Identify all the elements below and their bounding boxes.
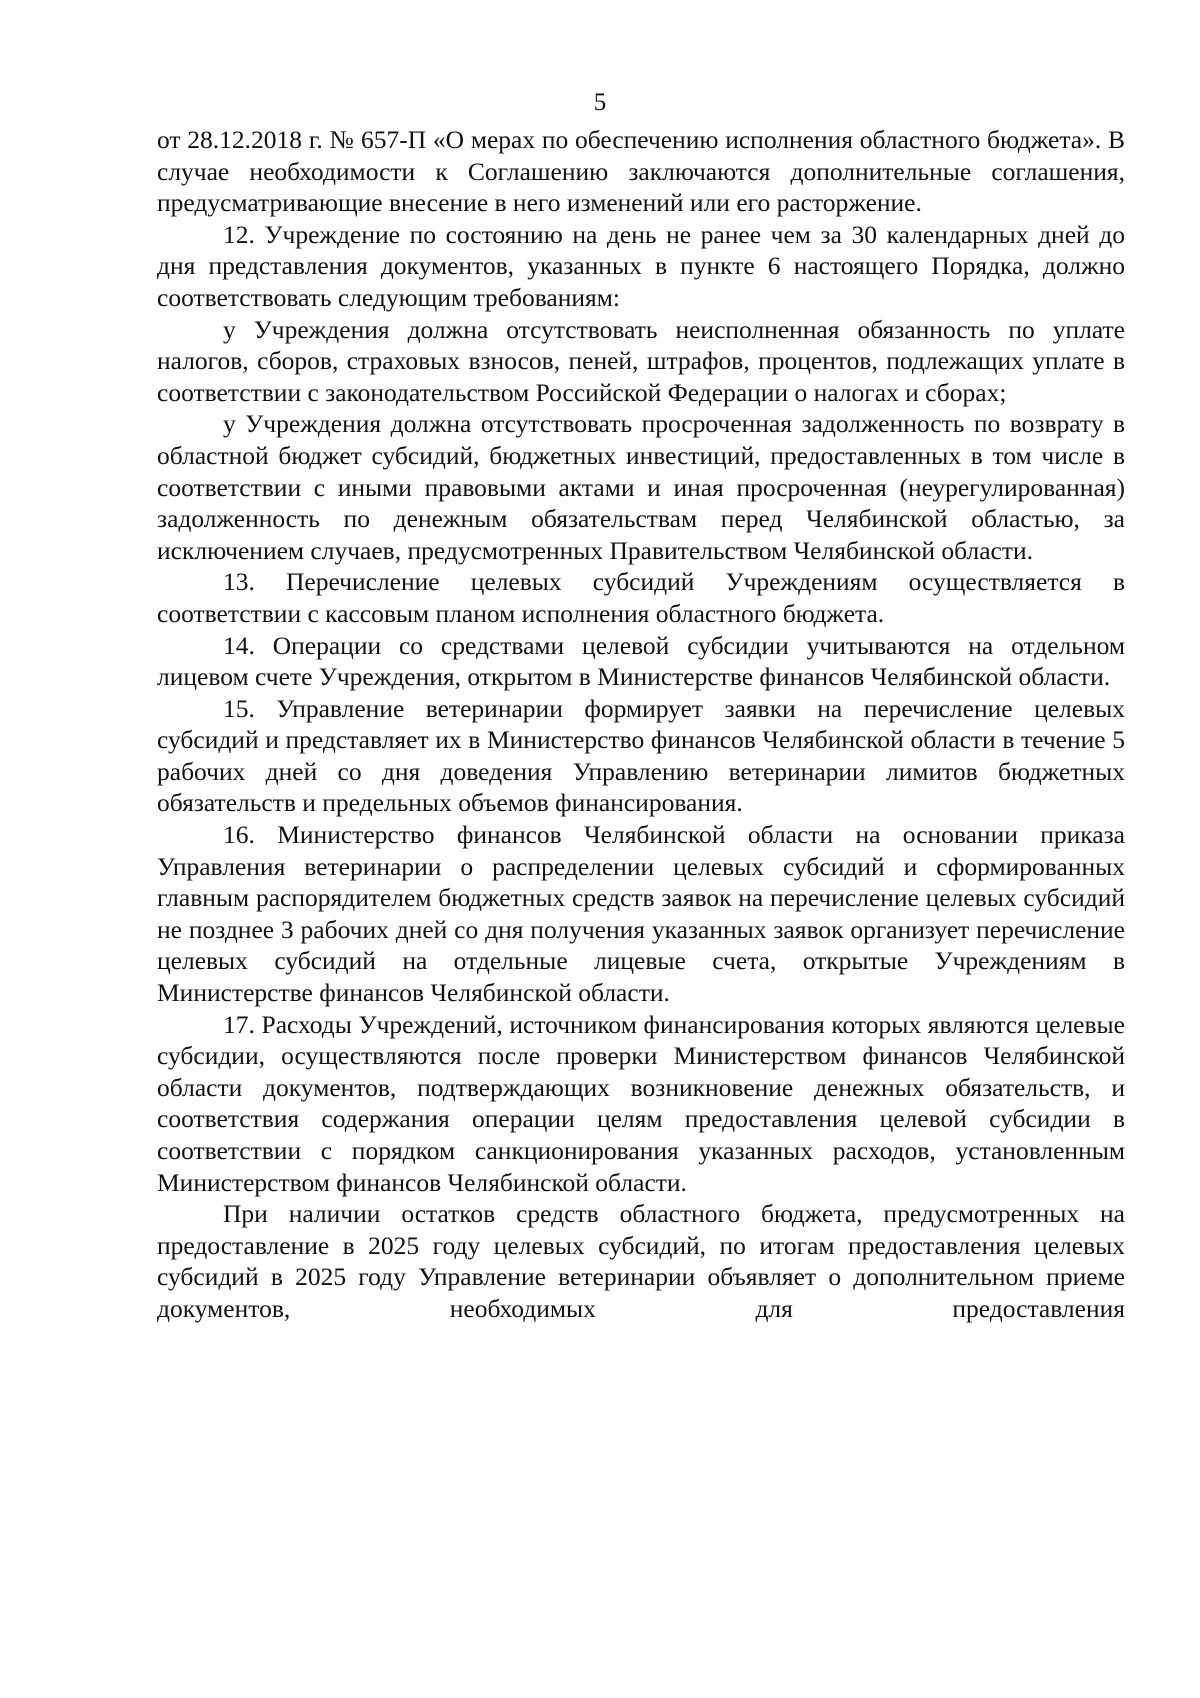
document-body (157, 124, 1125, 1325)
paragraph-item-17: 17. Расходы Учреждений, источником финансирования которых являются целевые субсидии, осуществляются после проверки Министерством финансов Челябинской области документов, подтверждающих возникновение денежных обязательств, и соответствия содержания операции целям предоставления целевой субсидии в соответствии с порядком санкционирования указанных расходов, установленным Министерством финансов Челябинской области. (157, 1009, 1125, 1197)
paragraph-requirement-debt: у Учреждения должна отсутствовать просроченная задолженность по возврату в областной бюджет субсидий, бюджетных инвестиций, предоставленных в том числе в соответствии с иными правовыми актами и иная просроченная (неурегулированная) задолженность по денежным обязательствам перед Челябинской областью, за исключением случаев, предусмотренных Правительством Челябинской области. (157, 409, 1125, 565)
paragraph-remaining-funds: При наличии остатков средств областного бюджета, предусмотренных на предоставление в 2025 году целевых субсидий, по итогам предоставления целевых субсидий в 2025 году Управление ветеринарии объявляет о дополнительном приеме документов, необходимых для предоставления (157, 1199, 1125, 1323)
paragraph-item-14: 14. Операции со средствами целевой субсидии учитываются на отдельном лицевом счете Учреждения, открытом в Министерстве финансов Челябинской области. (157, 630, 1125, 692)
paragraph-item-13: 13. Перечисление целевых субсидий Учреждениям осуществляется в соответствии с кассовым планом исполнения областного бюджета. (157, 567, 1125, 628)
page-number: 5 (593, 89, 607, 116)
paragraph-continuation: от 28.12.2018 г. № 657-П «О мерах по обеспечению исполнения областного бюджета». В случае необходимости к Соглашению заключаются дополнительные соглашения, предусматривающие внесение в него изменений или его расторжение. (157, 125, 1125, 218)
paragraph-item-16: 16. Министерство финансов Челябинской области на основании приказа Управления ветеринарии о распределении целевых субсидий и сформированных главным распорядителем бюджетных средств заявок на перечисление целевых субсидий не позднее 3 рабочих дней со дня получения указанных заявок организует перечисление целевых субсидий на отдельные лицевые счета, открытые Учреждениям в Министерстве финансов Челябинской области. (157, 820, 1125, 1008)
paragraph-item-15: 15. Управление ветеринарии формирует заявки на перечисление целевых субсидий и представляет их в Министерство финансов Челябинской области в течение 5 рабочих дней со дня доведения Управлению ветеринарии лимитов бюджетных обязательств и предельных объемов финансирования. (157, 693, 1125, 818)
paragraph-item-12: 12. Учреждение по состоянию на день не ранее чем за 30 календарных дней до дня представления документов, указанных в пункте 6 настоящего Порядка, должно соответствовать следующим требованиям: (157, 219, 1125, 312)
paragraph-requirement-taxes: у Учреждения должна отсутствовать неисполненная обязанность по уплате налогов, сборов, страховых взносов, пеней, штрафов, процентов, подлежащих уплате в соответствии с законодательством Российской Федерации о налогах и сборах; (157, 314, 1125, 407)
